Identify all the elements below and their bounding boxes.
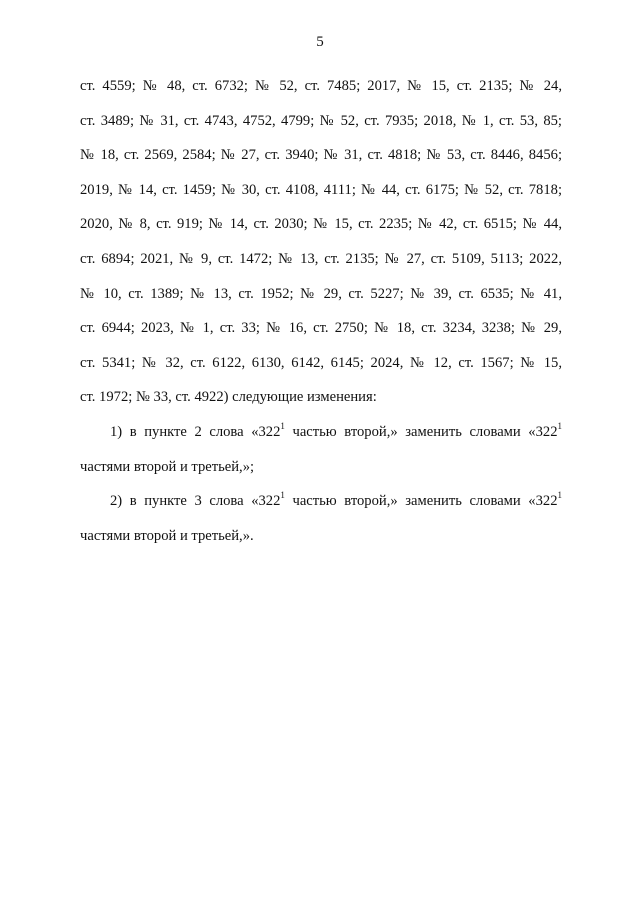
text-line: ст. 3489; № 31, ст. 4743, 4752, 4799; № 52, ст. 7935; 2018, № 1, ст. 53, 85; bbox=[80, 112, 562, 129]
superscript: 1 bbox=[557, 490, 562, 501]
text-line: ст. 6944; 2023, № 1, ст. 33; № 16, ст. 2750; № 18, ст. 3234, 3238; № 29, bbox=[80, 320, 562, 337]
text-line: 2019, № 14, ст. 1459; № 30, ст. 4108, 4111; № 44, ст. 6175; № 52, ст. 7818; bbox=[80, 181, 562, 198]
list-item-first-line bbox=[80, 484, 562, 519]
text-line: ст. 6894; 2021, № 9, ст. 1472; № 13, ст. 2135; № 27, ст. 5109, 5113; 2022, bbox=[80, 250, 562, 267]
body-text bbox=[80, 69, 562, 553]
list-item-text: 2) в пункте 3 слова «322 bbox=[110, 493, 281, 510]
text-line: ст. 5341; № 32, ст. 6122, 6130, 6142, 6145; 2024, № 12, ст. 1567; № 15, bbox=[80, 354, 562, 371]
text-line: ст. 1972; № 33, ст. 4922) следующие изменения: bbox=[80, 389, 377, 406]
text-line: 2020, № 8, ст. 919; № 14, ст. 2030; № 15, ст. 2235; № 42, ст. 6515; № 44, bbox=[80, 216, 562, 233]
list-item-continuation: частями второй и третьей,»; bbox=[80, 458, 255, 475]
page-number: 5 bbox=[316, 34, 324, 50]
text-line: № 18, ст. 2569, 2584; № 27, ст. 3940; № 31, ст. 4818; № 53, ст. 8446, 8456; bbox=[80, 147, 562, 164]
list-item-first-line bbox=[80, 415, 562, 450]
list-item-text: 1) в пункте 2 слова «322 bbox=[110, 423, 281, 440]
superscript: 1 bbox=[280, 490, 285, 501]
list-item-text: частью второй,» заменить словами «322 bbox=[284, 423, 558, 440]
list-item-text: частью второй,» заменить словами «322 bbox=[284, 493, 558, 510]
superscript: 1 bbox=[557, 421, 562, 432]
list-item-continuation: частями второй и третьей,». bbox=[80, 527, 254, 544]
text-line: ст. 4559; № 48, ст. 6732; № 52, ст. 7485; 2017, № 15, ст. 2135; № 24, bbox=[80, 78, 562, 94]
superscript: 1 bbox=[280, 421, 285, 432]
text-line: № 10, ст. 1389; № 13, ст. 1952; № 29, ст. 5227; № 39, ст. 6535; № 41, bbox=[80, 285, 562, 302]
